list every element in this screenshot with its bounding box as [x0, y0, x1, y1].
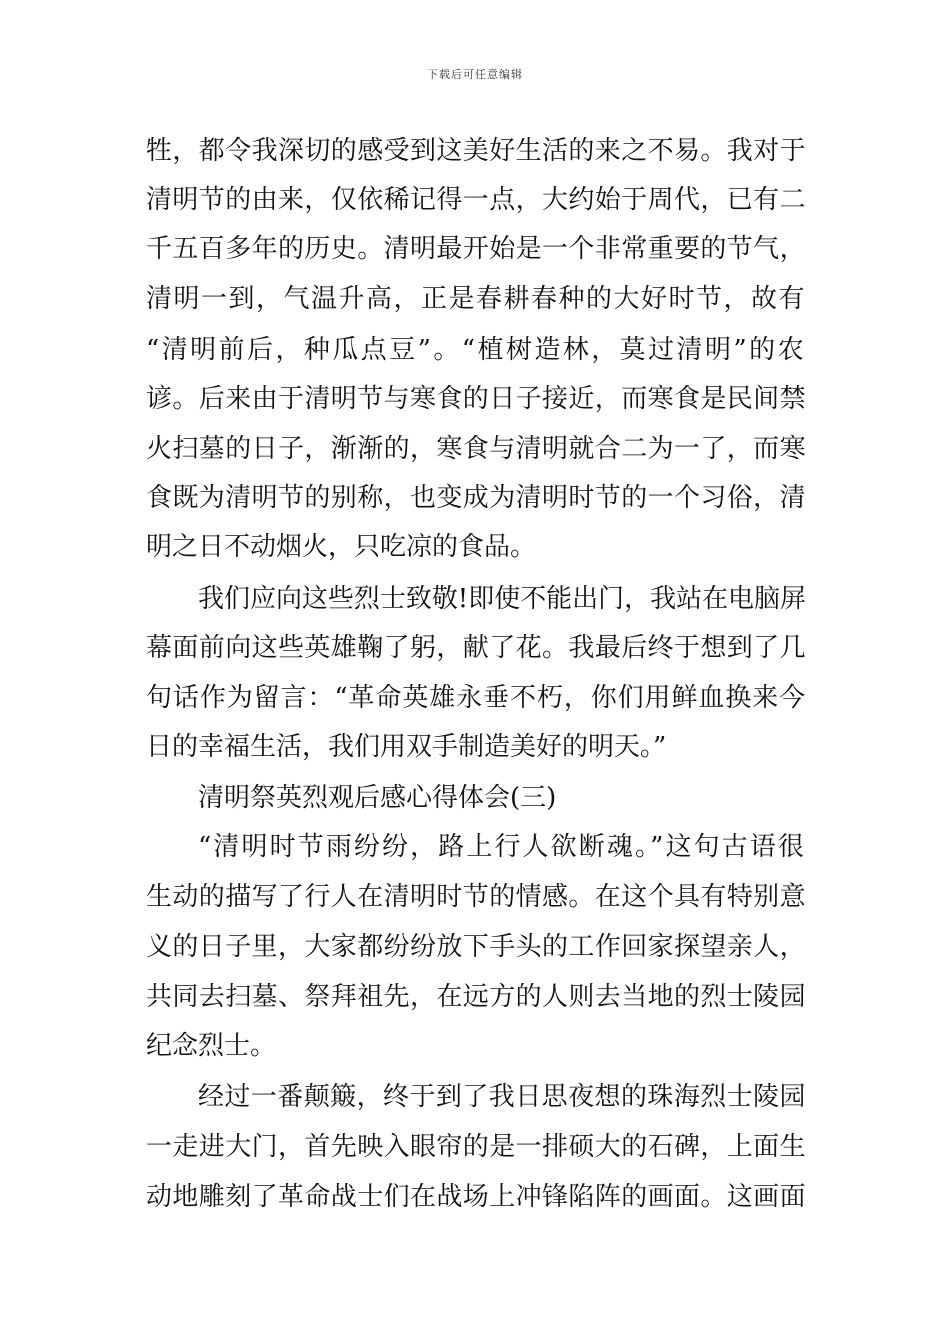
text-line: 清明节的由来，仅依稀记得一点，大约始于周代，已有二: [146, 185, 806, 215]
text-line: 经过一番颠簸，终于到了我日思夜想的珠海烈士陵园: [198, 1082, 806, 1112]
text-line: 火扫墓的日子，渐渐的，寒食与清明就合二为一了，而寒: [146, 434, 806, 464]
text-line: 生动的描写了行人在清明时节的情感。在这个具有特别意: [146, 882, 806, 912]
page-header: 下载后可任意编辑: [427, 68, 523, 81]
text-line: 幕面前向这些英雄鞠了躬，献了花。我最后终于想到了几: [146, 633, 806, 663]
section-heading: 清明祭英烈观后感心得体会(三): [198, 783, 557, 813]
text-line: “清明时节雨纷纷，路上行人欲断魂。”这句古语很: [198, 832, 806, 862]
text-line: 义的日子里，大家都纷纷放下手头的工作回家探望亲人，: [146, 932, 806, 962]
text-line: 一走进大门，首先映入眼帘的是一排硕大的石碑，上面生: [146, 1132, 806, 1162]
text-line: 明之日不动烟火，只吃凉的食品。: [146, 532, 537, 562]
text-line: 清明一到，气温升高，正是春耕春种的大好时节，故有: [146, 284, 806, 314]
text-line: 日的幸福生活，我们用双手制造美好的明天。”: [146, 732, 667, 762]
text-line: 句话作为留言：“革命英雄永垂不朽，你们用鲜血换来今: [146, 683, 806, 713]
text-line: 牲，都令我深切的感受到这美好生活的来之不易。我对于: [146, 136, 806, 166]
text-line: 共同去扫墓、祭拜祖先，在远方的人则去当地的烈士陵园: [146, 982, 806, 1012]
text-line: 谚。后来由于清明节与寒食的日子接近，而寒食是民间禁: [146, 384, 806, 414]
text-line: 纪念烈士。: [146, 1031, 277, 1061]
text-line: 我们应向这些烈士致敬!即使不能出门，我站在电脑屏: [198, 584, 806, 614]
text-line: 食既为清明节的别称，也变成为清明时节的一个习俗，清: [146, 483, 806, 513]
text-line: 动地雕刻了革命战士们在战场上冲锋陷阵的画面。这画面: [146, 1182, 806, 1212]
text-line: 千五百多年的历史。清明最开始是一个非常重要的节气，: [146, 234, 806, 264]
text-line: “清明前后，种瓜点豆”。“植树造林，莫过清明”的农: [146, 335, 806, 365]
